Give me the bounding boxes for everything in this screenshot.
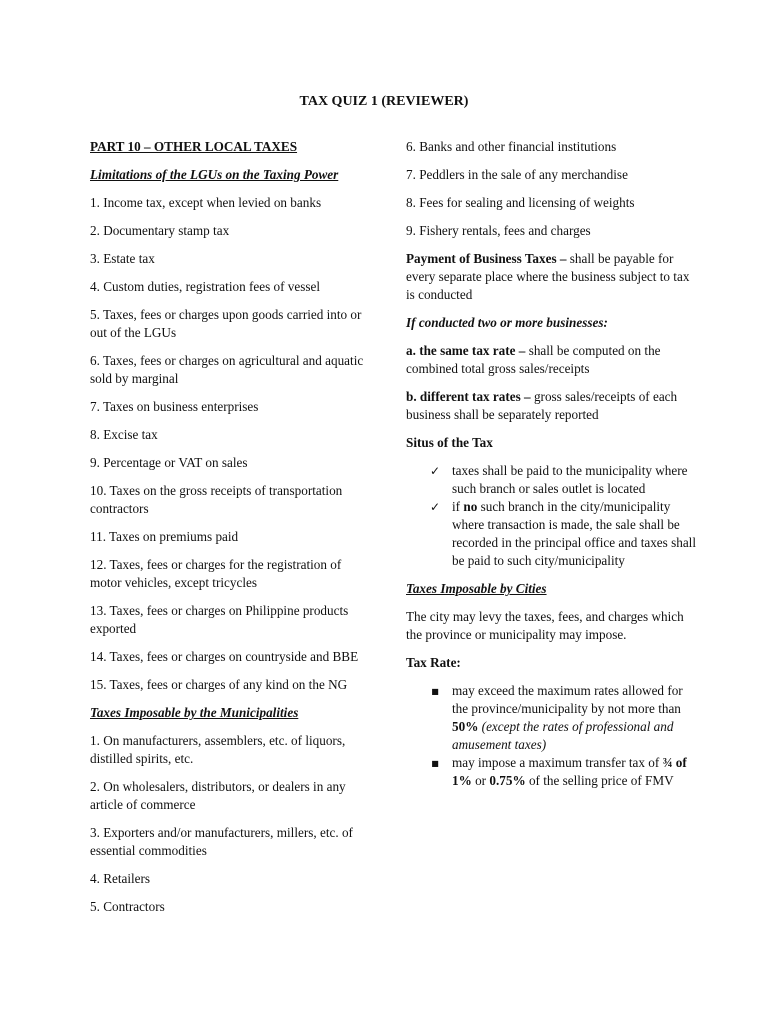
right-column (406, 138, 696, 800)
diff-rate-text: gross sales/receipts of each business shall be separately reported (406, 389, 678, 422)
cities-text: The city may levy the taxes, fees, and charges which the province or municipality may impose. (406, 609, 684, 642)
limitation-item: 5. Taxes, fees or charges upon goods carried into or out of the LGUs (90, 307, 362, 340)
municipality-item: 1. On manufacturers, assemblers, etc. of liquors, distilled spirits, etc. (90, 733, 346, 766)
municipality-item: 7. Peddlers in the sale of any merchandise (406, 167, 628, 182)
situs-item (406, 498, 696, 570)
situs-item-post: such branch in the city/municipality where transaction is made, the sale shall be recorded in the principal office and taxes shall be paid to such city/municipality (452, 499, 696, 568)
limitation-item: 7. Taxes on business enterprises (90, 399, 259, 414)
situs-item-bold: no (463, 499, 478, 514)
limitation-item: 9. Percentage or VAT on sales (90, 455, 248, 470)
two-businesses-heading: If conducted two or more businesses: (406, 315, 608, 330)
same-rate-paragraph (406, 342, 696, 378)
payment-label: Payment of Business Taxes – (406, 251, 567, 266)
rate-item-pre: may impose a maximum transfer tax of (452, 755, 663, 770)
situs-list (406, 462, 696, 570)
limitation-item: 12. Taxes, fees or charges for the registration of motor vehicles, except tricycles (90, 557, 342, 590)
checkmark-icon: ✓ (429, 500, 441, 514)
square-bullet-icon: ■ (431, 759, 439, 768)
limitation-item: 10. Taxes on the gross receipts of transportation contractors (90, 483, 343, 516)
tax-rate-list (406, 682, 696, 790)
municipality-item: 9. Fishery rentals, fees and charges (406, 223, 591, 238)
limitations-heading: Limitations of the LGUs on the Taxing Power (90, 167, 339, 182)
municipality-item: 4. Retailers (90, 871, 151, 886)
rate-item-italic: (except the rates of professional and amusement taxes) (452, 719, 674, 752)
municipality-item: 6. Banks and other financial institutions (406, 139, 617, 154)
rate-item-pre: may exceed the maximum rates allowed for the province/municipality by not more than (452, 683, 683, 716)
tax-rate-item (406, 754, 696, 790)
municipality-item: 8. Fees for sealing and licensing of weights (406, 195, 635, 210)
rate-item-bold: 50% (452, 719, 479, 734)
limitation-item: 14. Taxes, fees or charges on countryside and BBE (90, 649, 359, 664)
document-title: TAX QUIZ 1 (REVIEWER) (299, 94, 469, 109)
rate-item-bold: ¾ of 1% (452, 755, 687, 788)
diff-rate-paragraph (406, 388, 696, 424)
municipality-item: 3. Exporters and/or manufacturers, millers, etc. of essential commodities (90, 825, 353, 858)
rate-item-mid: or (471, 773, 490, 788)
tax-rate-heading: Tax Rate: (406, 655, 461, 670)
limitation-item: 13. Taxes, fees or charges on Philippine products exported (90, 603, 349, 636)
diff-rate-label: b. different tax rates – (406, 389, 531, 404)
situs-item-pre: if (452, 499, 464, 514)
limitation-item: 15. Taxes, fees or charges of any kind on the NG (90, 677, 348, 692)
limitation-item: 11. Taxes on premiums paid (90, 529, 239, 544)
limitation-item: 3. Estate tax (90, 251, 155, 266)
municipality-item: 5. Contractors (90, 899, 165, 914)
situs-item (406, 462, 696, 498)
rate-item-bold: 0.75% (489, 773, 526, 788)
payment-text: shall be payable for every separate place where the business subject to tax is conducted (406, 251, 690, 302)
same-rate-label: a. the same tax rate – (406, 343, 526, 358)
limitation-item: 2. Documentary stamp tax (90, 223, 230, 238)
municipalities-heading: Taxes Imposable by the Municipalities (90, 705, 299, 720)
situs-heading: Situs of the Tax (406, 435, 493, 450)
tax-rate-item (406, 682, 696, 754)
rate-item-post: of the selling price of FMV (525, 773, 674, 788)
situs-item-text: taxes shall be paid to the municipality where such branch or sales outlet is located (452, 463, 688, 496)
limitation-item: 1. Income tax, except when levied on banks (90, 195, 322, 210)
same-rate-text: shall be computed on the combined total gross sales/receipts (406, 343, 661, 376)
checkmark-icon: ✓ (429, 464, 441, 478)
part-heading: PART 10 – OTHER LOCAL TAXES (90, 139, 298, 154)
cities-heading: Taxes Imposable by Cities (406, 581, 547, 596)
limitation-item: 4. Custom duties, registration fees of vessel (90, 279, 321, 294)
limitation-item: 8. Excise tax (90, 427, 158, 442)
limitation-item: 6. Taxes, fees or charges on agricultural and aquatic sold by marginal (90, 353, 364, 386)
municipality-item: 2. On wholesalers, distributors, or dealers in any article of commerce (90, 779, 346, 812)
payment-paragraph (406, 250, 696, 304)
square-bullet-icon: ■ (431, 687, 439, 696)
left-column (90, 138, 372, 926)
